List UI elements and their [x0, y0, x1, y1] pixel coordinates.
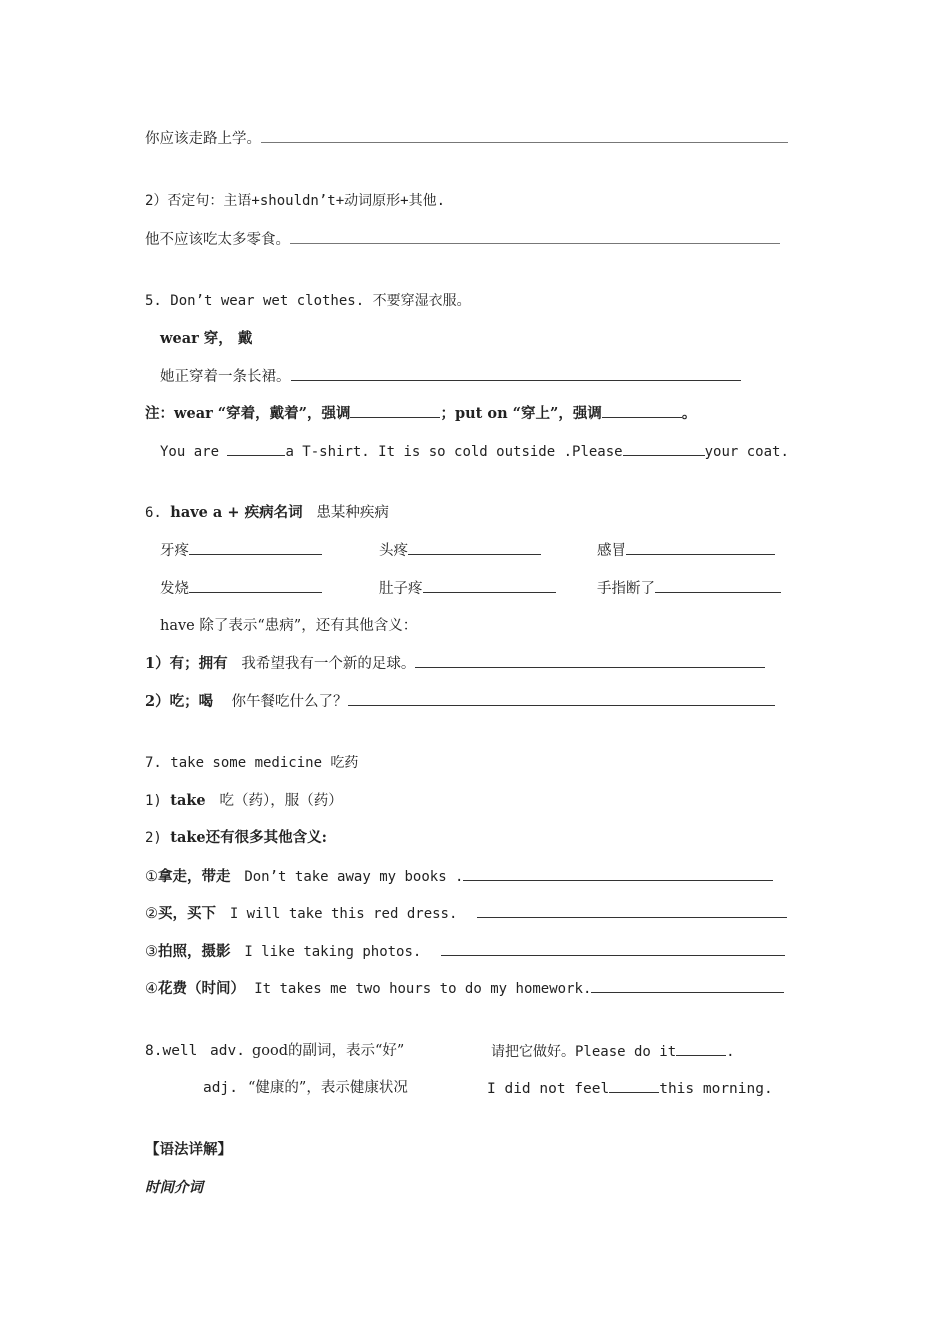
- wear-title: wear 穿， 戴: [160, 330, 253, 347]
- item-text: It takes me two hours to do my homework.: [254, 981, 592, 997]
- item-num: ②: [145, 906, 158, 922]
- answer-blank[interactable]: [441, 941, 785, 956]
- illness-label: 肚子疼: [379, 581, 423, 597]
- example-b: this morning.: [659, 1081, 773, 1097]
- num: 1): [145, 793, 171, 809]
- item-label: 拍照，摄影: [158, 943, 231, 960]
- illness-cold: [597, 540, 775, 561]
- fill-part-a: You are: [160, 444, 228, 460]
- well-adv-desc: good的副词，表示“好”: [252, 1043, 405, 1059]
- item-label: 买，买下: [158, 905, 216, 922]
- wear-fill-sentence: [160, 441, 789, 462]
- take-item-4: [145, 978, 784, 999]
- example-text: 请把它做好。Please do it: [491, 1044, 677, 1060]
- illness-toothache: [160, 540, 322, 561]
- note-end: 。: [681, 405, 697, 422]
- answer-blank[interactable]: [291, 366, 741, 381]
- item-label: 拿走，带走: [158, 868, 231, 885]
- example-a: I did not feel: [487, 1081, 610, 1097]
- grammar-heading: 【语法详解】: [145, 1141, 232, 1158]
- meaning-example: 你午餐吃什么了？: [231, 694, 348, 710]
- num: 2): [145, 830, 171, 846]
- blank-wear-emphasis[interactable]: [350, 403, 440, 418]
- illness-label: 感冒: [597, 543, 626, 559]
- illness-fever: [160, 578, 322, 599]
- answer-blank[interactable]: [463, 866, 773, 881]
- wear-note: [145, 403, 696, 424]
- answer-blank[interactable]: [477, 903, 787, 918]
- item-label: 花费（时间）: [158, 980, 245, 997]
- example-cn: 你应该走路上学。: [145, 131, 261, 147]
- example-cn: 他不应该吃太多零食。: [145, 232, 290, 248]
- illness-broken-finger: [597, 578, 781, 599]
- answer-blank[interactable]: [261, 128, 788, 143]
- fill-part-b: a T-shirt. It is so cold outside .Please: [285, 444, 623, 460]
- illness-label: 手指断了: [597, 581, 655, 597]
- answer-blank[interactable]: [189, 578, 322, 593]
- answer-blank[interactable]: [415, 653, 765, 668]
- heading-num: 6.: [145, 505, 171, 521]
- answer-blank[interactable]: [290, 229, 780, 244]
- item-text: Don’t take away my books .: [244, 869, 464, 885]
- example-long-skirt: [160, 366, 741, 387]
- negative-rule: 2）否定句：主语+shouldn’t+动词原形+其他.: [145, 193, 446, 209]
- illness-label: 发烧: [160, 581, 189, 597]
- well-heading: 8.well: [145, 1043, 198, 1059]
- blank-put-on[interactable]: [623, 441, 705, 456]
- example-end: .: [726, 1044, 735, 1060]
- heading-rest: 患某种疾病: [316, 505, 389, 521]
- note-part-a: 注：wear “穿着，戴着”，强调: [145, 405, 351, 422]
- item-num: ④: [145, 981, 158, 997]
- well-adj-example: [487, 1078, 773, 1099]
- take-desc: 吃（药），服（药）: [219, 793, 343, 809]
- answer-blank[interactable]: [655, 578, 781, 593]
- answer-blank[interactable]: [189, 540, 322, 555]
- blank-wearing[interactable]: [227, 441, 285, 456]
- note-part-b: ；put on “穿上”，强调: [440, 405, 602, 422]
- grammar-subheading: 时间介词: [145, 1179, 203, 1196]
- answer-blank[interactable]: [348, 691, 775, 706]
- well-adv-example: [491, 1041, 735, 1062]
- illness-label: 头疼: [379, 543, 408, 559]
- item-num: ③: [145, 944, 158, 960]
- well-adj-desc: “健康的”，表示健康状况: [248, 1080, 408, 1096]
- take-meaning-1: [145, 791, 343, 811]
- illness-headache: [379, 540, 541, 561]
- section-6-heading: [145, 503, 389, 523]
- blank-puton-emphasis[interactable]: [602, 403, 682, 418]
- example-snacks: [145, 229, 780, 250]
- item-text: I like taking photos.: [244, 944, 422, 960]
- answer-blank[interactable]: [423, 578, 556, 593]
- answer-blank[interactable]: [676, 1041, 726, 1056]
- heading-bold: have a + 疾病名词: [170, 504, 303, 521]
- illness-label: 牙疼: [160, 543, 189, 559]
- fill-part-c: your coat.: [704, 444, 789, 460]
- well-adj-label: adj.: [203, 1080, 238, 1096]
- have-meaning-2: [145, 691, 775, 712]
- take-meaning-2: [145, 828, 327, 848]
- section-7-heading: 7. take some medicine 吃药: [145, 755, 359, 771]
- answer-blank[interactable]: [408, 540, 541, 555]
- take-item-1: [145, 866, 773, 887]
- example-walk-to-school: [145, 128, 788, 149]
- answer-blank[interactable]: [609, 1078, 659, 1093]
- answer-blank[interactable]: [626, 540, 775, 555]
- item-num: ①: [145, 869, 158, 885]
- take-item-3: [145, 941, 785, 962]
- take-item-2: [145, 903, 787, 924]
- example-cn: 她正穿着一条长裙。: [160, 369, 291, 385]
- answer-blank[interactable]: [591, 978, 784, 993]
- take-bold: take: [170, 792, 206, 809]
- take-bold: take还有很多其他含义:: [170, 829, 328, 846]
- meaning-example: 我希望我有一个新的足球。: [241, 656, 416, 672]
- have-other-meanings: have 除了表示“患病”，还有其他含义：: [160, 618, 418, 634]
- meaning-label: 2）吃；喝: [145, 693, 214, 710]
- well-adv-label: adv.: [210, 1043, 245, 1059]
- have-meaning-1: [145, 653, 765, 674]
- item-text: I will take this red dress.: [229, 906, 458, 922]
- meaning-label: 1）有；拥有: [145, 655, 228, 672]
- section-5-heading: 5. Don’t wear wet clothes. 不要穿湿衣服。: [145, 293, 471, 309]
- illness-stomachache: [379, 578, 556, 599]
